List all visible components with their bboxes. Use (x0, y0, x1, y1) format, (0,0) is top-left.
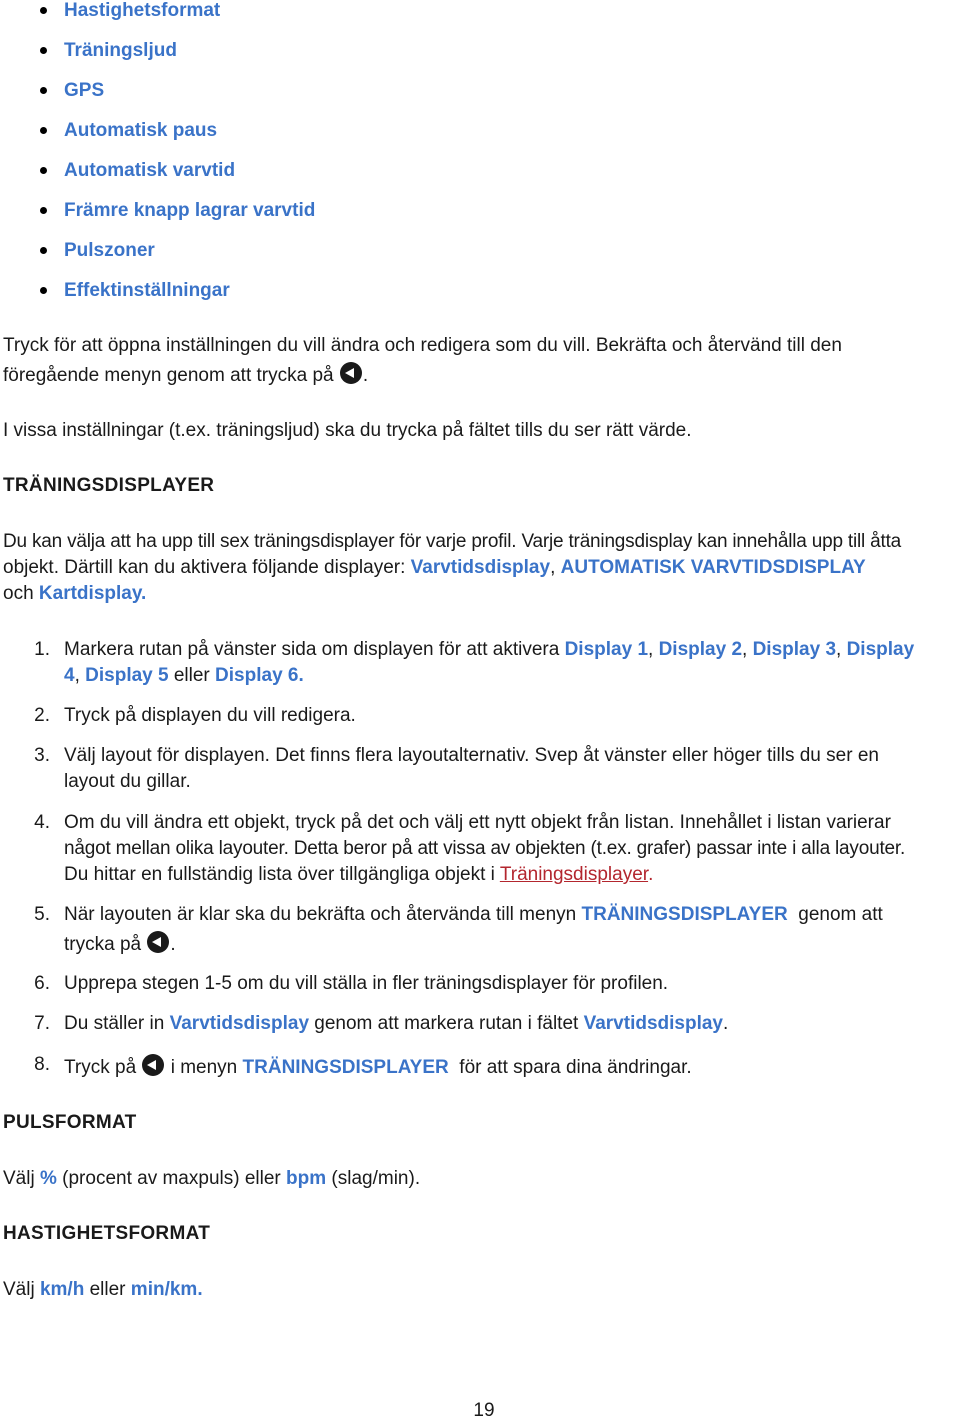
step-number: 6. (34, 973, 50, 994)
step-1-line1 (64, 637, 914, 663)
step-text: i menyn (165, 1057, 243, 1078)
percent-option[interactable]: % (39, 1168, 57, 1189)
separator: , (742, 639, 753, 660)
period: . (648, 864, 654, 885)
step-3-line2: layout du gillar. (64, 771, 191, 792)
speed-format-text (3, 1277, 203, 1303)
display-3-link[interactable]: Display 3 (752, 639, 837, 660)
kartdisplay-link[interactable]: Kartdisplay (38, 583, 141, 604)
step-text: När layouten är klar ska du bekräfta och återvända till menyn (64, 904, 582, 925)
pulse-text: Välj (3, 1168, 40, 1189)
period: . (170, 934, 176, 955)
period: . (723, 1013, 729, 1034)
bpm-option[interactable]: bpm (286, 1168, 327, 1189)
setting-link[interactable]: Effektinställningar (64, 280, 230, 301)
traningsdisplayer-link[interactable]: Träningsdisplayer (499, 864, 649, 885)
display-1-link[interactable]: Display 1 (564, 639, 649, 660)
step-5-line1 (64, 902, 883, 928)
kmh-option[interactable]: km/h (39, 1279, 85, 1300)
back-arrow-circle-icon (147, 931, 169, 953)
step-4-line2: något mellan olika layouter. Detta beror på att vissa av objekten (t.ex. grafer) passar inte i alla layouter. (64, 838, 906, 859)
display-4-link[interactable]: 4 (64, 665, 75, 686)
setting-link[interactable]: Automatisk varvtid (64, 160, 236, 181)
step-number: 3. (34, 745, 50, 766)
step-number: 4. (34, 812, 50, 833)
separator: , (74, 665, 86, 686)
bullet-icon (40, 7, 47, 14)
step-3-line1: Välj layout för displayen. Det finns flera layoutalternativ. Svep åt vänster eller höger tills du ser en (64, 745, 879, 766)
bullet-icon (40, 47, 47, 54)
step-6-text: Upprepa stegen 1-5 om du vill ställa in fler träningsdisplayer för profilen. (64, 973, 669, 994)
varvtidsdisplay-field-link[interactable]: Varvtidsdisplay (583, 1013, 723, 1034)
display-2-link[interactable]: Display 2 (658, 639, 743, 660)
training-paragraph-line3 (3, 581, 146, 607)
step-8-text (64, 1054, 692, 1081)
separator: , (836, 639, 847, 660)
step-text: Du ställer in (64, 1013, 170, 1034)
bullet-icon (40, 87, 47, 94)
display-5-link[interactable]: Display 5 (85, 665, 169, 686)
traningsdisplayer-menu-link[interactable]: TRÄNINGSDISPLAYER (242, 1057, 449, 1078)
step-text: eller (168, 665, 216, 686)
separator: , (550, 557, 561, 578)
varvtidsdisplay-link[interactable]: Varvtidsdisplay (169, 1013, 310, 1034)
period: . (197, 1279, 203, 1300)
bullet-icon (40, 247, 47, 254)
step-text: genom att markera rutan i fältet (309, 1013, 584, 1034)
step-5-line2 (64, 931, 176, 958)
period: . (298, 665, 304, 686)
minkm-option[interactable]: min/km (130, 1279, 198, 1300)
setting-link[interactable]: Pulszoner (64, 240, 155, 261)
setting-link[interactable]: Träningsljud (64, 40, 177, 61)
speed-text: Välj (3, 1279, 40, 1300)
training-text: och (3, 583, 39, 604)
step-text: för att spara dina ändringar. (448, 1057, 692, 1078)
step-4-line3 (64, 862, 653, 888)
varvtidsdisplay-link[interactable]: Varvtidsdisplay (410, 557, 551, 578)
auto-varvtidsdisplay-link[interactable]: AUTOMATISK VARVTIDSDISPLAY (560, 557, 866, 578)
setting-link[interactable]: Främre knapp lagrar varvtid (64, 200, 316, 221)
step-7-text (64, 1011, 728, 1037)
step-text: trycka på (64, 934, 142, 955)
step-text: Du hittar en fullständig lista över tillgängliga objekt i (64, 864, 500, 885)
training-paragraph-line2 (3, 555, 866, 581)
step-number: 8. (34, 1054, 50, 1075)
period: . (362, 365, 369, 386)
display-6-link[interactable]: Display 6 (215, 665, 299, 686)
display-4-link[interactable]: Display (846, 639, 915, 660)
intro-paragraph-line2 (3, 362, 368, 389)
training-text: objekt. Därtill kan du aktivera följande displayer: (3, 557, 411, 578)
section-heading-pulse-format: PULSFORMAT (3, 1112, 137, 1133)
page-number: 19 (473, 1400, 495, 1421)
bullet-icon (40, 287, 47, 294)
period: . (141, 583, 147, 604)
intro-text: föregående menyn genom att trycka på (3, 365, 334, 386)
step-number: 2. (34, 705, 50, 726)
step-text: Tryck på (64, 1057, 137, 1078)
intro-paragraph-line1: Tryck för att öppna inställningen du vill ändra och redigera som du vill. Bekräfta och återvänd till den (3, 335, 842, 356)
back-arrow-circle-icon (142, 1054, 164, 1076)
step-1-line2 (64, 663, 304, 689)
back-arrow-circle-icon (340, 362, 362, 384)
bullet-icon (40, 127, 47, 134)
step-2-text: Tryck på displayen du vill redigera. (64, 705, 356, 726)
bullet-icon (40, 167, 47, 174)
traningsdisplayer-menu-link[interactable]: TRÄNINGSDISPLAYER (581, 904, 788, 925)
setting-link[interactable]: GPS (64, 80, 105, 101)
section-heading-speed-format: HASTIGHETSFORMAT (3, 1223, 211, 1244)
intro-paragraph-2: I vissa inställningar (t.ex. träningsljud) ska du trycka på fältet tills du ser rätt värde. (3, 420, 692, 441)
training-paragraph-line1: Du kan välja att ha upp till sex träningsdisplayer för varje profil. Varje träningsdisplay kan innehålla upp till åtta (3, 531, 902, 552)
step-number: 7. (34, 1013, 50, 1034)
step-4-line1: Om du vill ändra ett objekt, tryck på det och välj ett nytt objekt från listan. Innehållet i listan varierar (64, 812, 891, 833)
separator: , (648, 639, 659, 660)
setting-link[interactable]: Automatisk paus (64, 120, 218, 141)
speed-text: eller (84, 1279, 131, 1300)
pulse-format-text (3, 1166, 420, 1192)
section-heading-training-displays: TRÄNINGSDISPLAYER (3, 475, 215, 496)
bullet-icon (40, 207, 47, 214)
step-number: 5. (34, 904, 50, 925)
step-text: genom att (787, 904, 883, 925)
step-text: Markera rutan på vänster sida om displayen för att aktivera (64, 639, 565, 660)
pulse-text: (procent av maxpuls) eller (56, 1168, 287, 1189)
step-number: 1. (34, 639, 50, 660)
setting-link[interactable]: Hastighetsformat (64, 0, 221, 21)
pulse-text: (slag/min). (326, 1168, 421, 1189)
